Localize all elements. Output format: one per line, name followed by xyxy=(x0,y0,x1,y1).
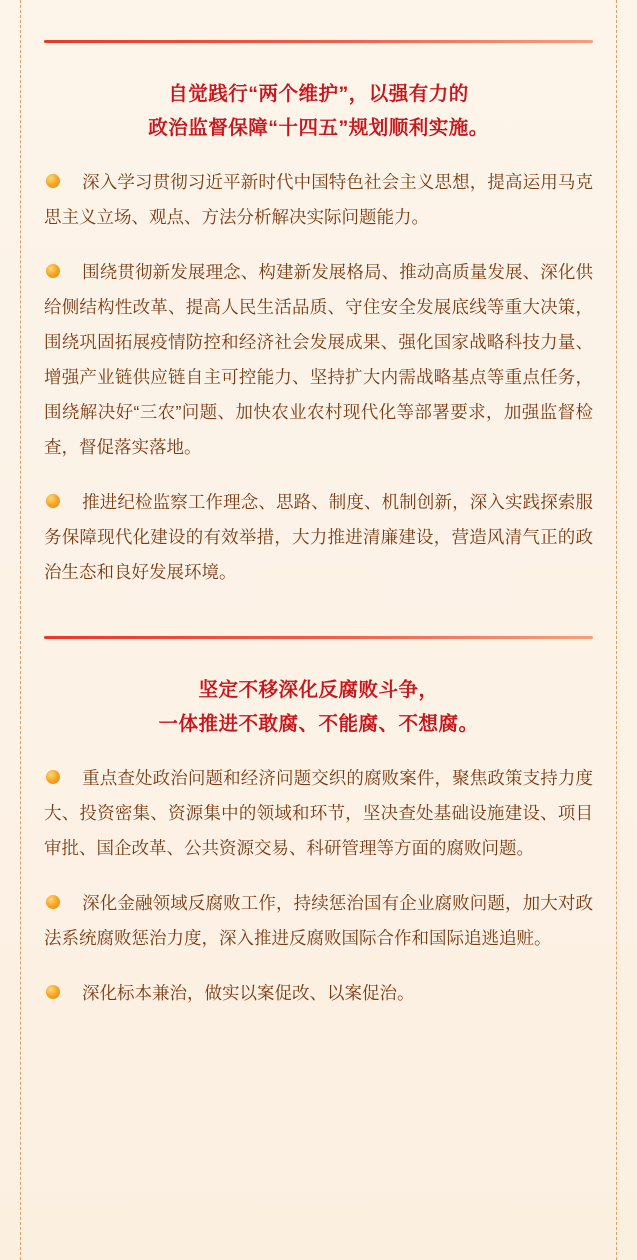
bullet-dot-icon xyxy=(46,264,60,278)
list-item xyxy=(44,485,593,590)
document-content xyxy=(44,0,593,1260)
paragraph-text: 围绕贯彻新发展理念、构建新发展格局、推动高质量发展、深化供给侧结构性改革、提高人民生活品质、守住安全发展底线等重大决策，围绕巩固拓展疫情防控和经济社会发展成果、强化国家战略科技力量、增强产业链供应链自主可控能力、坚持扩大内需战略基点等重点任务，围绕解决好“三农”问题、加快农业农村现代化等部署要求，加强监督检查，督促落实落地。 xyxy=(44,262,593,457)
paragraph-text: 深化金融领域反腐败工作，持续惩治国有企业腐败问题，加大对政法系统腐败惩治力度，深入推进反腐败国际合作和国际追逃追赃。 xyxy=(44,893,593,948)
list-item xyxy=(44,976,593,1011)
section-divider-rule xyxy=(44,40,593,43)
bullet-dot-icon xyxy=(46,494,60,508)
bullet-dot-icon xyxy=(46,985,60,999)
bullet-dot-icon xyxy=(46,174,60,188)
list-item xyxy=(44,165,593,235)
list-item xyxy=(44,886,593,956)
bullet-dot-icon xyxy=(46,770,60,784)
section-title-line-2: 政治监督保障“十四五”规划顺利实施。 xyxy=(148,117,489,139)
decorative-dashed-border-left xyxy=(20,0,21,1260)
section-政治监督 xyxy=(44,34,593,590)
paragraph-text: 重点查处政治问题和经济问题交织的腐败案件，聚焦政策支持力度大、投资密集、资源集中的领域和环节，坚决查处基础设施建设、项目审批、国企改革、公共资源交易、科研管理等方面的腐败问题。 xyxy=(44,768,593,858)
section-title-line-1: 自觉践行“两个维护”，以强有力的 xyxy=(168,83,469,105)
top-spacer xyxy=(44,0,593,34)
section-title-line-1: 坚定不移深化反腐败斗争， xyxy=(198,679,439,701)
paragraph-text: 深入学习贯彻习近平新时代中国特色社会主义思想，提高运用马克思主义立场、观点、方法分析解决实际问题能力。 xyxy=(44,172,593,227)
decorative-dashed-border-right xyxy=(616,0,617,1260)
section-title-line-2: 一体推进不敢腐、不能腐、不想腐。 xyxy=(158,713,479,735)
bullet-dot-icon xyxy=(46,895,60,909)
paragraph-text: 推进纪检监察工作理念、思路、制度、机制创新，深入实践探索服务保障现代化建设的有效举措，大力推进清廉建设，营造风清气正的政治生态和良好发展环境。 xyxy=(44,492,593,582)
paragraph-text: 深化标本兼治，做实以案促改、以案促治。 xyxy=(82,983,415,1003)
list-item xyxy=(44,761,593,866)
section-gap xyxy=(44,590,593,630)
section-divider-rule xyxy=(44,636,593,639)
section-title xyxy=(44,673,593,741)
section-title xyxy=(44,77,593,145)
section-反腐败斗争 xyxy=(44,630,593,1011)
list-item xyxy=(44,255,593,465)
